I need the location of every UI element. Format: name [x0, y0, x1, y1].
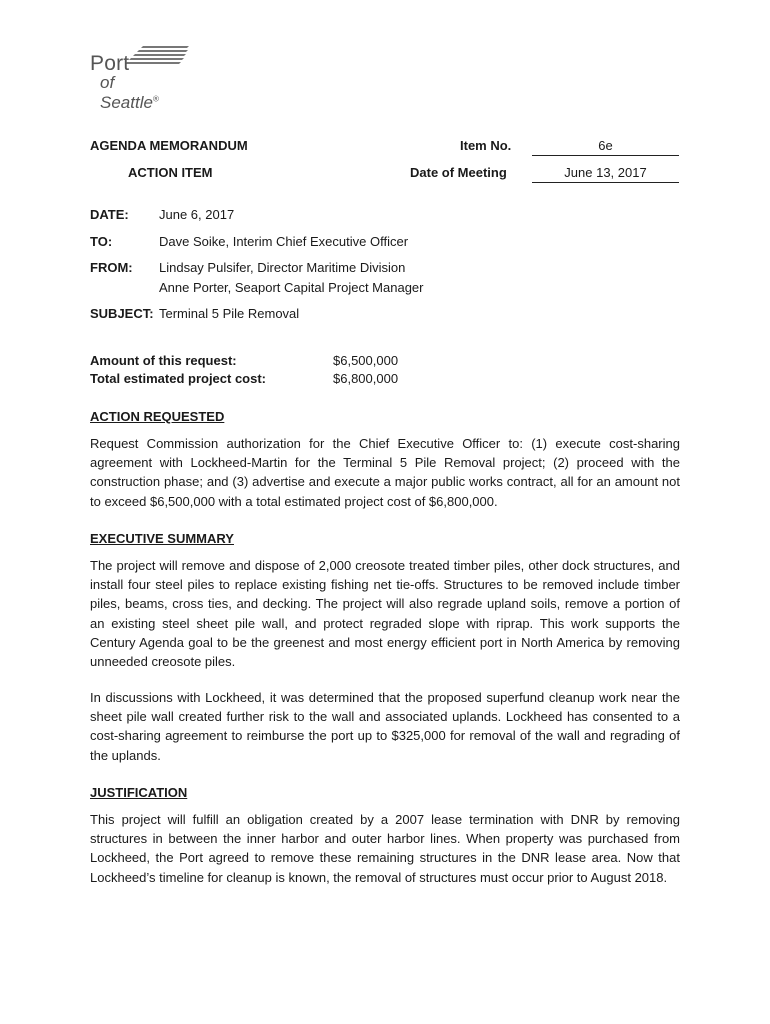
request-amount-label: Amount of this request:: [90, 353, 237, 368]
meeting-date-value: June 13, 2017: [532, 164, 679, 183]
item-type: ACTION ITEM: [128, 165, 213, 180]
to-value: Dave Soike, Interim Chief Executive Officer: [159, 234, 409, 249]
action-requested-text: Request Commission authorization for the Chief Executive Officer to: (1) execute cost-sharing agreement with Lockheed-Martin for the Terminal 5 Pile Removal project; (2) proceed with the construction phase; and (3) advertise and execute a major public works contract, all for an amount not to exceed $6,500,000 with a total estimated project cost of $6,800,000.: [90, 436, 680, 509]
from-value-2: Anne Porter, Seaport Capital Project Manager: [159, 280, 424, 295]
subject-value: Terminal 5 Pile Removal: [159, 306, 300, 321]
executive-summary-text-1: The project will remove and dispose of 2,000 creosote treated timber piles, other dock structures, and install four steel piles to replace existing fishing net tie-offs. Structures to be removed include timber piles, beams, cross ties, and decking. The project will also regrade upland soils, remove a portion of an existing steel sheet pile wall, and protect regraded slope with riprap. This work supports the Century Agenda goal to be the greenest and most energy efficient port in North America by removing unneeded creosote piles.: [90, 558, 680, 670]
meeting-date-label: Date of Meeting: [410, 165, 507, 180]
action-requested-heading: ACTION REQUESTED: [90, 409, 225, 424]
memo-title: AGENDA MEMORANDUM: [90, 138, 248, 153]
justification-heading: JUSTIFICATION: [90, 785, 188, 800]
to-label: TO:: [90, 234, 113, 249]
item-no-value: 6e: [532, 137, 679, 156]
from-label: FROM:: [90, 260, 133, 275]
logo-text-port: Port: [90, 52, 130, 75]
total-cost-label: Total estimated project cost:: [90, 371, 267, 386]
date-label: DATE:: [90, 207, 129, 222]
total-cost-value: $6,800,000: [333, 371, 399, 386]
executive-summary-heading: EXECUTIVE SUMMARY: [90, 531, 234, 546]
from-value-1: Lindsay Pulsifer, Director Maritime Division: [159, 260, 406, 275]
justification-text: This project will fulfill an obligation created by a 2007 lease termination with DNR by removing structures in between the inner harbor and outer harbor lines. When property was purchased from Lockheed, the Port agreed to remove these remaining structures in the DNR lease area. Now that Lockheed’s timeline for cleanup is known, the removal of structures must occur prior to August 2018.: [90, 812, 680, 885]
request-amount-value: $6,500,000: [333, 353, 399, 368]
executive-summary-text-2: In discussions with Lockheed, it was determined that the proposed superfund cleanup work near the sheet pile wall created further risk to the wall and associated uplands. Lockheed has consented to a cost-sharing agreement to reimburse the port up to $325,000 for removal of the wall and regrading of the uplands.: [90, 690, 680, 763]
date-value: June 6, 2017: [159, 207, 235, 222]
subject-label: SUBJECT:: [90, 306, 154, 321]
logo-text-of-seattle: of Seattle®: [100, 73, 159, 112]
item-no-label: Item No.: [460, 138, 512, 153]
logo-stripes-icon: [125, 45, 191, 71]
